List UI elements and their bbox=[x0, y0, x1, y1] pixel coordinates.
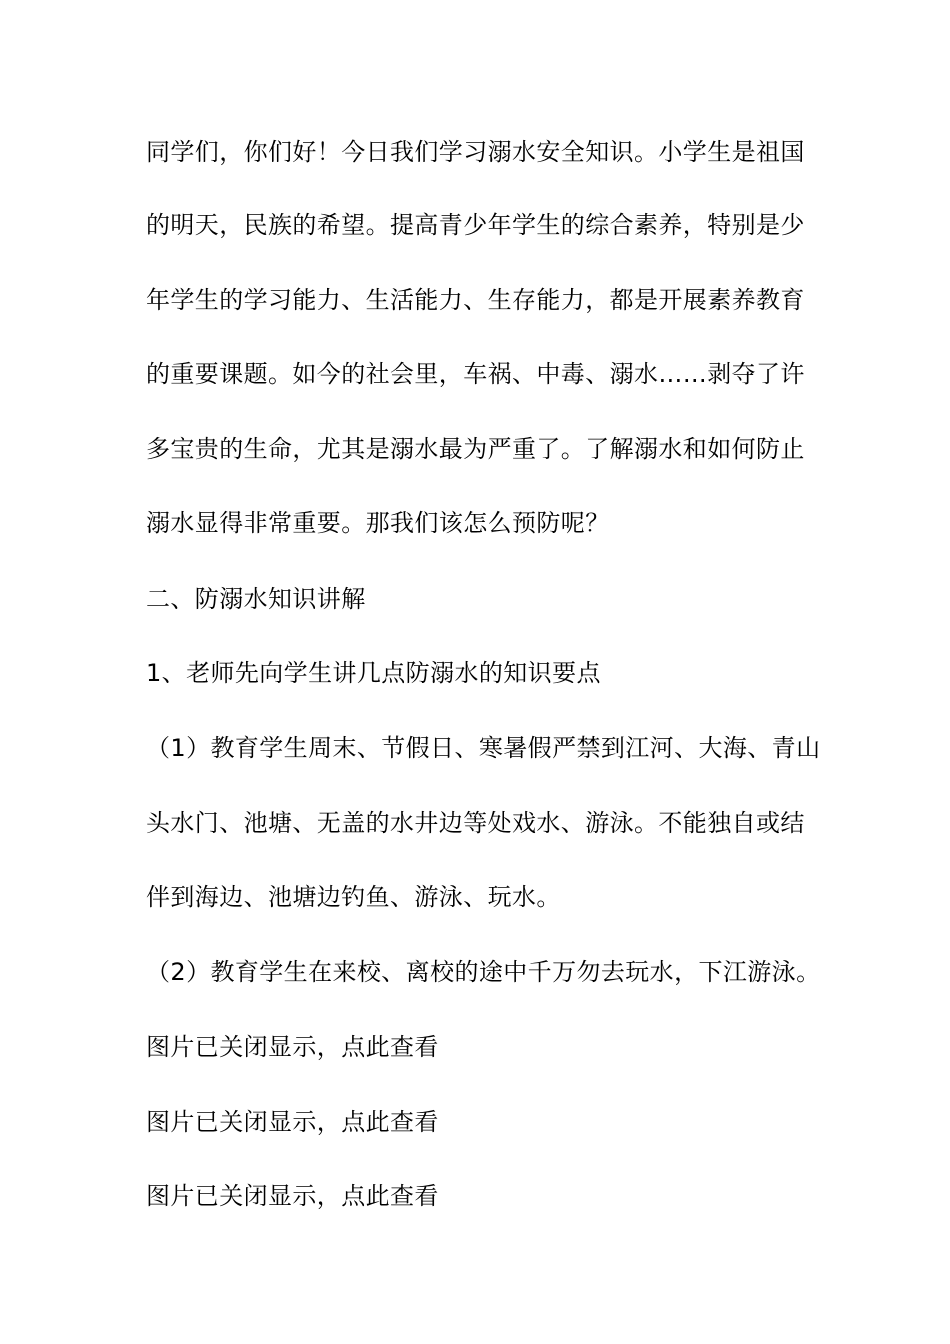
section-heading: 二、防溺水知识讲解 bbox=[146, 585, 366, 613]
item1-line-2: 头水门、池塘、无盖的水井边等处戏水、游泳。不能独自或结 bbox=[146, 809, 805, 837]
paragraph-line-6: 溺水显得非常重要。那我们该怎么预防呢？ bbox=[146, 509, 610, 537]
paragraph-line-5: 多宝贵的生命，尤其是溺水最为严重了。了解溺水和如何防止 bbox=[146, 435, 805, 463]
item2-line: （2）教育学生在来校、离校的途中千万勿去玩水，下江游泳。 bbox=[146, 958, 821, 986]
image-placeholder-link-3[interactable]: 图片已关闭显示，点此查看 bbox=[146, 1182, 439, 1210]
subheading: 1、老师先向学生讲几点防溺水的知识要点 bbox=[146, 659, 601, 687]
paragraph-line-3: 年学生的学习能力、生活能力、生存能力，都是开展素养教育 bbox=[146, 286, 805, 314]
image-placeholder-link-1[interactable]: 图片已关闭显示，点此查看 bbox=[146, 1033, 439, 1061]
paragraph-line-4: 的重要课题。如今的社会里，车祸、中毒、溺水……剥夺了许 bbox=[146, 360, 805, 388]
paragraph-line-2: 的明天，民族的希望。提高青少年学生的综合素养，特别是少 bbox=[146, 211, 805, 239]
paragraph-line-1: 同学们，你们好！今日我们学习溺水安全知识。小学生是祖国 bbox=[146, 138, 805, 166]
item1-line-1: （1）教育学生周末、节假日、寒暑假严禁到江河、大海、青山 bbox=[146, 734, 821, 762]
image-placeholder-link-2[interactable]: 图片已关闭显示，点此查看 bbox=[146, 1108, 439, 1136]
item1-line-3: 伴到海边、池塘边钓鱼、游泳、玩水。 bbox=[146, 883, 561, 911]
